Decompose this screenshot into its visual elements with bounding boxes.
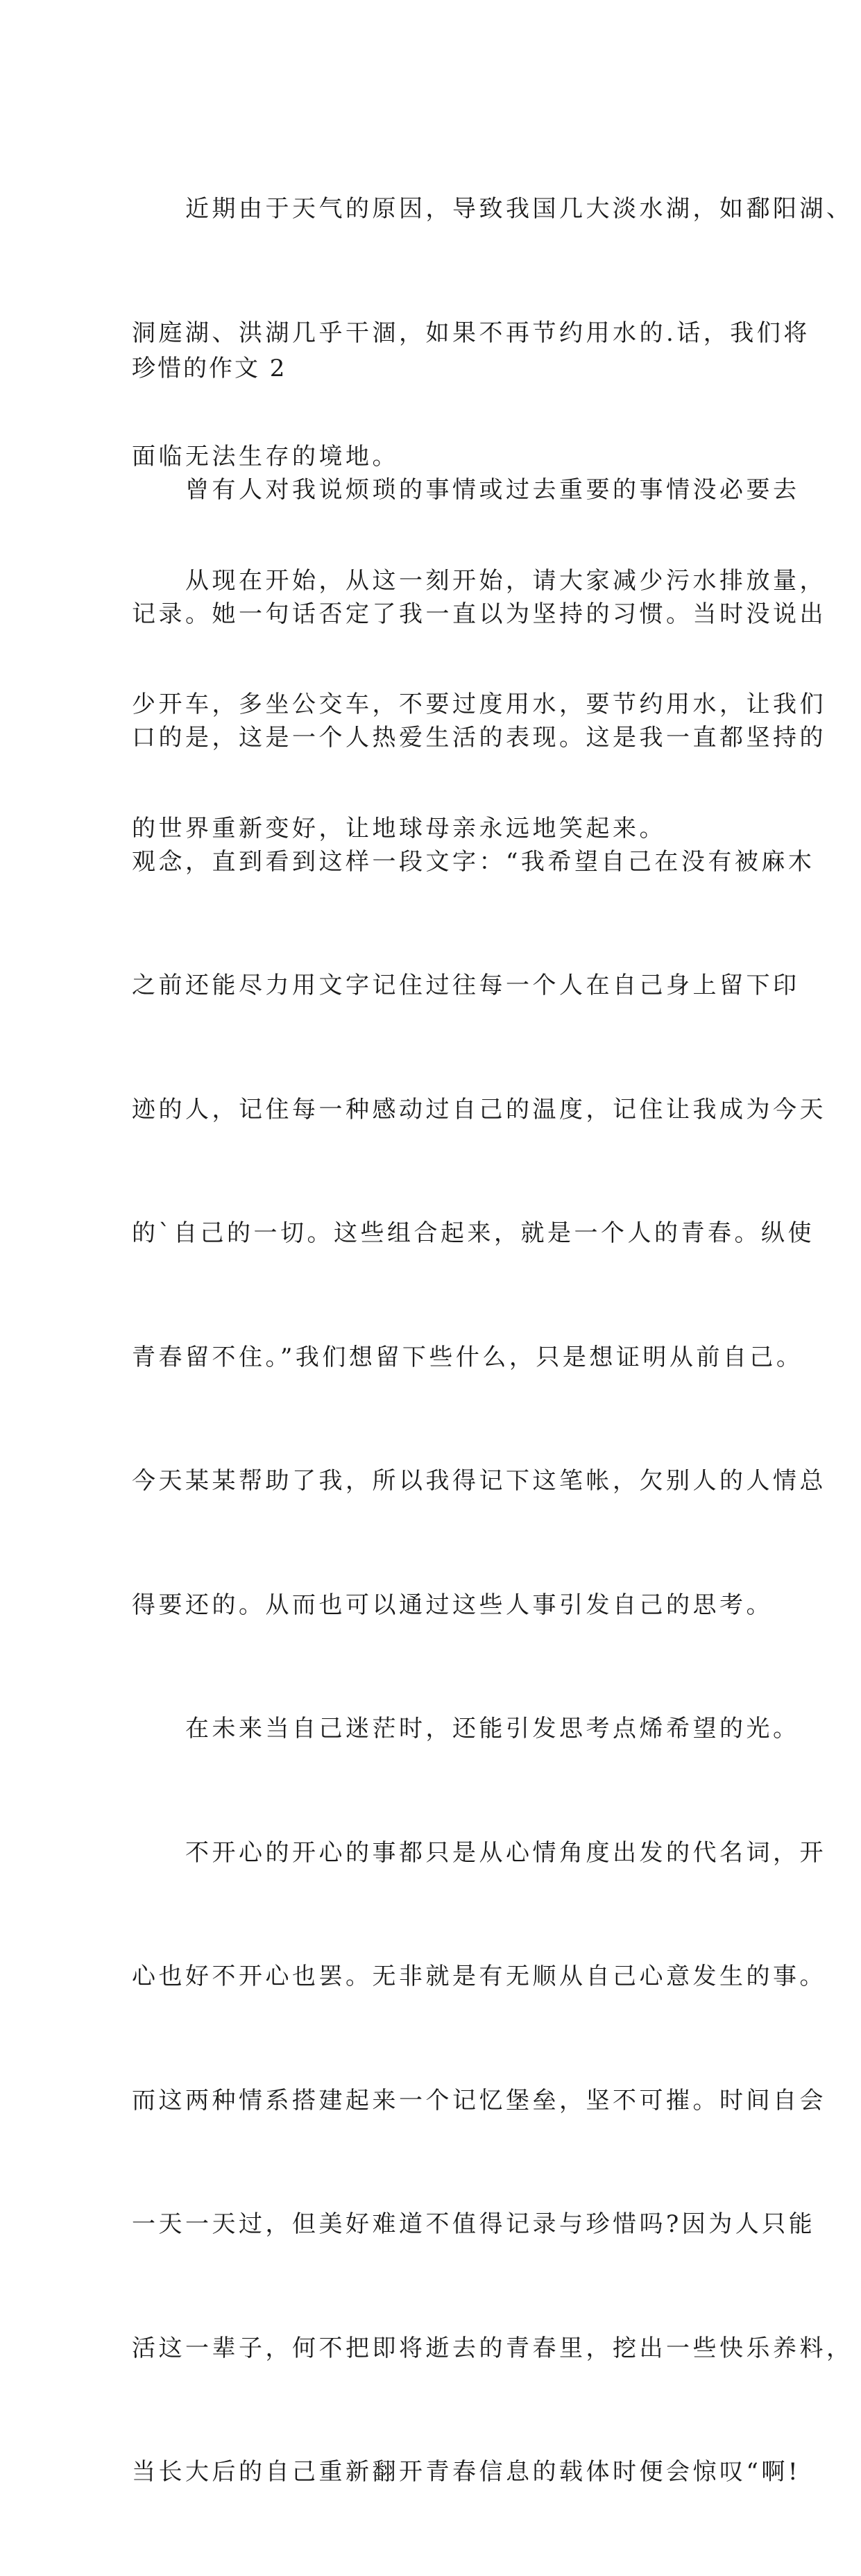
text-line: 曾有人对我说烦琐的事情或过去重要的事情没必要去 — [132, 476, 800, 504]
text-line: 青春留不住。”我们想留下些什么，只是想证明从前自己。 — [132, 1343, 803, 1371]
section-heading: 珍惜的作文 2 — [132, 355, 287, 382]
text-line: 近期由于天气的原因，导致我国几大淡水湖，如鄱阳湖、 — [132, 195, 853, 223]
text-line: 面临无法生存的境地。 — [132, 443, 399, 471]
text-line: 的`自己的一切。这些组合起来，就是一个人的青春。纵使 — [132, 1219, 815, 1247]
text-line: 而这两种情系搭建起来一个记忆堡垒，坚不可摧。时间自会 — [132, 2086, 826, 2115]
text-line: 记录。她一句话否定了我一直以为坚持的习惯。当时没说出 — [132, 600, 826, 628]
text-line: 活这一辈子，何不把即将逝去的青春里，挖出一些快乐养料， — [132, 2334, 853, 2362]
text-line: 之前还能尽力用文字记住过往每一个人在自己身上留下印 — [132, 972, 800, 999]
text-line: 在未来当自己迷茫时，还能引发思考点烯希望的光。 — [132, 1715, 800, 1743]
text-line: 迹的人，记住每一种感动过自己的温度，记住让我成为今天 — [132, 1095, 826, 1124]
text-line: 不开心的开心的事都只是从心情角度出发的代名词，开 — [132, 1838, 826, 1867]
text-line: 的世界重新变好，让地球母亲永远地笑起来。 — [132, 814, 666, 842]
text-line: 从现在开始，从这一刻开始，请大家减少污水排放量， — [132, 566, 826, 595]
text-line: 观念，直到看到这样一段文字：“我希望自己在没有被麻木 — [132, 847, 815, 876]
text-line: 少开车，多坐公交车，不要过度用水，要节约用水，让我们 — [132, 690, 826, 718]
text-line: 心也好不开心也罢。无非就是有无顺从自己心意发生的事。 — [132, 1963, 826, 1990]
text-line: 洞庭湖、洪湖几乎干涸，如果不再节约用水的.话，我们将 — [132, 319, 810, 347]
paragraph-block-2 — [132, 387, 853, 2576]
text-line: 口的是，这是一个人热爱生活的表现。这是我一直都坚持的 — [132, 724, 826, 752]
text-line: 当长大后的自己重新翻开青春信息的载体时便会惊叹“啊! — [132, 2458, 801, 2486]
text-line: 得要还的。从而也可以通过这些人事引发自己的思考。 — [132, 1591, 773, 1619]
text-line: 今天某某帮助了我，所以我得记下这笔帐，欠别人的人情总 — [132, 1467, 826, 1495]
text-line: 一天一天过，但美好难道不值得记录与珍惜吗?因为人只能 — [132, 2210, 816, 2238]
